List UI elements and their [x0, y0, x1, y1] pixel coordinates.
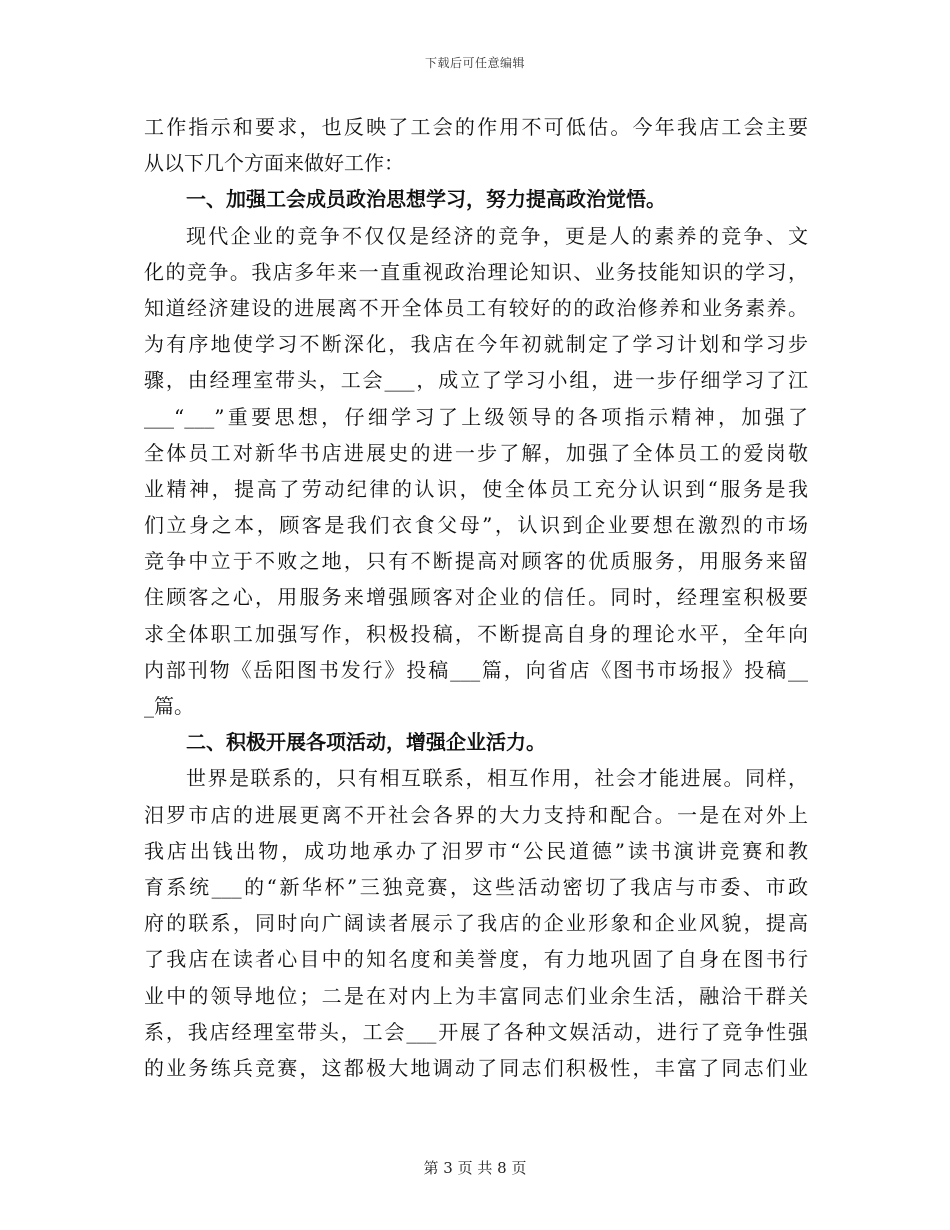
text-line: 内部刊物《岳阳图书发行》投稿___篇，向省店《图书市场报》投稿__ [144, 657, 808, 682]
text-line: 骤，由经理室带头，工会___，成立了学习小组，进一步仔细学习了江 [144, 368, 808, 393]
text-line: 工作指示和要求，也反映了工会的作用不可低估。今年我店工会主要 [144, 115, 808, 139]
document-body [144, 109, 808, 1086]
text-line: 住顾客之心，用服务来增强顾客对企业的信任。同时，经理室积极要 [144, 585, 808, 610]
text-line: 全体员工对新华书店进展史的进一步了解，加强了全体员工的爱岗敬 [144, 440, 808, 465]
text-line: 从以下几个方面来做好工作： [144, 151, 404, 176]
text-line: 为有序地使学习不断深化，我店在今年初就制定了学习计划和学习步 [144, 332, 808, 357]
text-line: 我店出钱出物，成功地承办了汨罗市“公民道德”读书演讲竞赛和教 [144, 838, 808, 863]
text-line: 们立身之本，顾客是我们衣食父母”，认识到企业要想在激烈的市场 [144, 513, 808, 538]
text-line: 竞争中立于不败之地，只有不断提高对顾客的优质服务，用服务来留 [144, 549, 808, 574]
text-line: 现代企业的竞争不仅仅是经济的竞争，更是人的素养的竞争、文 [186, 223, 808, 248]
text-line: 化的竞争。我店多年来一直重视政治理论知识、业务技能知识的学习， [144, 259, 808, 284]
text-line: 业精神，提高了劳动纪律的认识，使全体员工充分认识到“服务是我 [144, 476, 808, 501]
text-line: 的业务练兵竞赛，这都极大地调动了同志们积极性，丰富了同志们业 [144, 1055, 808, 1080]
section-heading: 一、加强工会成员政治思想学习，努力提高政治觉悟。 [186, 187, 666, 212]
text-line: ___“___”重要思想，仔细学习了上级领导的各项指示精神，加强了 [144, 404, 808, 429]
text-line: 育系统___的“新华杯”三独竞赛，这些活动密切了我店与市委、市政 [144, 874, 808, 899]
text-line: _篇。 [144, 694, 194, 718]
text-line: 业中的领导地位；二是在对内上为丰富同志们业余生活，融洽干群关 [144, 983, 808, 1008]
text-line: 知道经济建设的进展离不开全体员工有较好的的政治修养和业务素养。 [144, 295, 808, 320]
text-line: 府的联系，同时向广阔读者展示了我店的企业形象和企业风貌，提高 [144, 911, 808, 936]
text-line: 世界是联系的，只有相互联系，相互作用，社会才能进展。同样， [186, 766, 808, 791]
text-line: 汨罗市店的进展更离不开社会各界的大力支持和配合。一是在对外上 [144, 802, 808, 827]
text-line: 求全体职工加强写作，积极投稿，不断提高自身的理论水平，全年向 [144, 621, 808, 646]
text-line: 了我店在读者心目中的知名度和美誉度，有力地巩固了自身在图书行 [144, 947, 808, 972]
header-note: 下载后可任意编辑 [424, 56, 525, 70]
section-heading: 二、积极开展各项活动，增强企业活力。 [186, 730, 546, 755]
page-number: 第 3 页 共 8 页 [423, 1159, 527, 1177]
text-line: 系，我店经理室带头，工会___开展了各种文娱活动，进行了竞争性强 [144, 1019, 808, 1044]
